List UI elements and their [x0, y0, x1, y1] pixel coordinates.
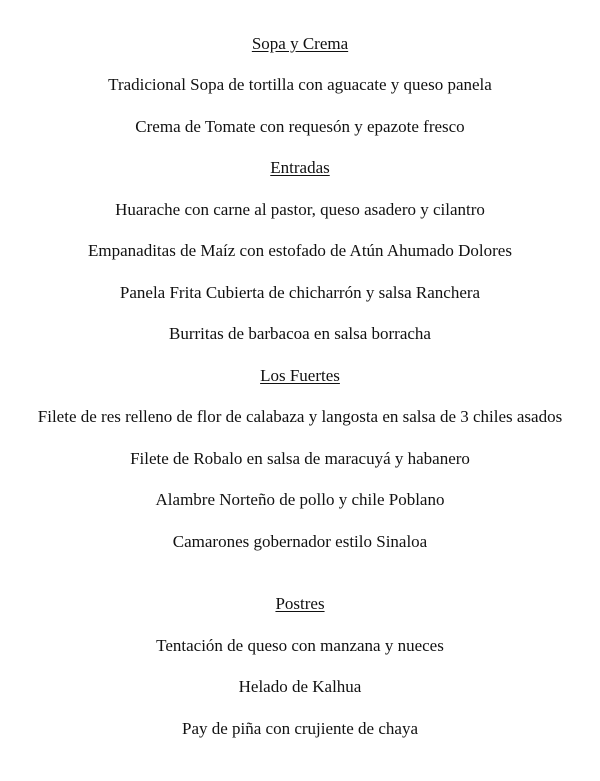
menu-item: Filete de res relleno de flor de calabaza y langosta en salsa de 3 chiles asados [37, 407, 563, 426]
section-heading-los-fuertes: Los Fuertes [260, 366, 340, 385]
menu-item: Panela Frita Cubierta de chicharrón y salsa Ranchera [119, 283, 481, 302]
menu-item: Pay de piña con crujiente de chaya [181, 719, 418, 738]
menu-item: Burritas de barbacoa en salsa borracha [169, 324, 431, 343]
menu-item: Tentación de queso con manzana y nueces [156, 636, 444, 655]
menu-item: Alambre Norteño de pollo y chile Poblano [155, 490, 445, 509]
menu-item: Crema de Tomate con requesón y epazote fresco [135, 117, 465, 136]
section-heading-postres: Postres [275, 594, 325, 613]
menu-item: Tradicional Sopa de tortilla con aguacate y queso panela [108, 75, 492, 94]
menu-item: Camarones gobernador estilo Sinaloa [172, 532, 428, 551]
section-heading-sopa-y-crema: Sopa y Crema [251, 34, 349, 53]
section-heading-entradas: Entradas [270, 158, 330, 177]
menu-item: Empanaditas de Maíz con estofado de Atún Ahumado Dolores [88, 241, 512, 260]
menu-item: Helado de Kalhua [238, 677, 362, 696]
menu-item: Huarache con carne al pastor, queso asadero y cilantro [115, 200, 485, 219]
menu-item: Filete de Robalo en salsa de maracuyá y habanero [130, 449, 470, 468]
